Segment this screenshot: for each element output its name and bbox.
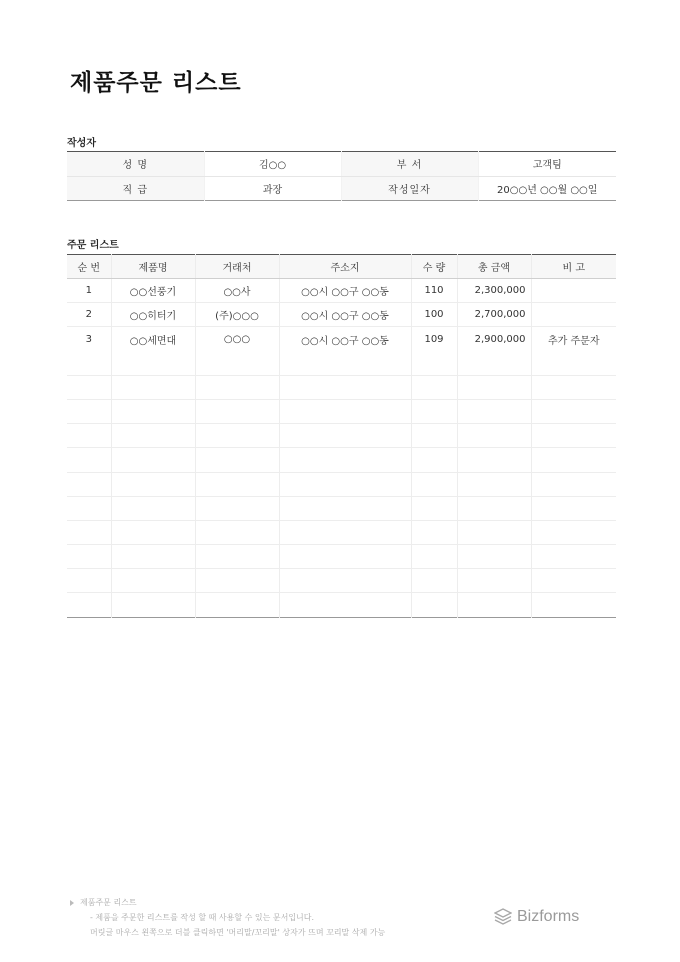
- empty-cell: [195, 472, 279, 496]
- empty-cell: [279, 569, 411, 593]
- empty-cell: [531, 351, 616, 375]
- empty-cell: [457, 351, 531, 375]
- empty-cell: [279, 424, 411, 448]
- table-row: [67, 303, 616, 327]
- empty-cell: [411, 545, 457, 569]
- empty-table-row: [67, 375, 616, 399]
- cell-client: ○○사: [195, 279, 279, 303]
- author-section-label: 작성자: [67, 138, 96, 149]
- date-label: 작성일자: [341, 176, 478, 201]
- empty-cell: [279, 375, 411, 399]
- cell-seq: 1: [67, 279, 111, 303]
- footer-title-line: [70, 895, 385, 910]
- empty-cell: [457, 545, 531, 569]
- cell-address: ○○시 ○○구 ○○동: [279, 327, 411, 351]
- cell-note: [531, 279, 616, 303]
- empty-cell: [195, 448, 279, 472]
- cell-client: ○○○: [195, 327, 279, 351]
- empty-cell: [531, 424, 616, 448]
- empty-cell: [67, 375, 111, 399]
- cell-quantity: 110: [411, 279, 457, 303]
- empty-cell: [457, 472, 531, 496]
- empty-cell: [195, 569, 279, 593]
- empty-cell: [111, 520, 195, 544]
- empty-cell: [195, 496, 279, 520]
- cell-product: ○○선풍기: [111, 279, 195, 303]
- department-value: 고객팀: [478, 152, 616, 177]
- header-client: 거래처: [195, 255, 279, 279]
- author-row: [67, 152, 616, 177]
- footer-line-1: - 제품을 주문한 리스트를 작성 할 때 사용할 수 있는 문서입니다.: [90, 913, 315, 922]
- empty-table-row: [67, 472, 616, 496]
- empty-table-row: [67, 448, 616, 472]
- empty-rows: [67, 351, 616, 617]
- brand-name: Bizforms: [517, 908, 580, 925]
- empty-table-row: [67, 351, 616, 375]
- header-total: 총 금액: [457, 255, 531, 279]
- empty-cell: [457, 424, 531, 448]
- cell-client: (주)○○○: [195, 303, 279, 327]
- empty-cell: [111, 496, 195, 520]
- empty-cell: [111, 569, 195, 593]
- empty-table-row: [67, 569, 616, 593]
- date-value: 20○○년 ○○월 ○○일: [478, 176, 616, 201]
- empty-cell: [279, 545, 411, 569]
- header-address: 주소지: [279, 255, 411, 279]
- empty-cell: [411, 593, 457, 617]
- empty-cell: [531, 375, 616, 399]
- empty-cell: [279, 520, 411, 544]
- empty-cell: [531, 399, 616, 423]
- empty-cell: [457, 569, 531, 593]
- cell-total: 2,900,000: [457, 327, 531, 351]
- name-label: 성 명: [67, 152, 204, 177]
- cell-note: [531, 303, 616, 327]
- empty-cell: [457, 399, 531, 423]
- brand-logo: [494, 908, 579, 926]
- empty-cell: [195, 375, 279, 399]
- empty-cell: [195, 593, 279, 617]
- cell-quantity: 100: [411, 303, 457, 327]
- empty-cell: [67, 399, 111, 423]
- cell-total: 2,300,000: [457, 279, 531, 303]
- empty-cell: [531, 496, 616, 520]
- empty-cell: [457, 520, 531, 544]
- table-row: [67, 327, 616, 351]
- empty-cell: [411, 375, 457, 399]
- empty-cell: [411, 496, 457, 520]
- triangle-bullet-icon: [70, 900, 74, 906]
- empty-cell: [67, 496, 111, 520]
- cell-address: ○○시 ○○구 ○○동: [279, 303, 411, 327]
- footer-note: [70, 895, 385, 940]
- cell-note: 추가 주문자: [531, 327, 616, 351]
- empty-cell: [111, 424, 195, 448]
- empty-cell: [457, 448, 531, 472]
- empty-cell: [195, 351, 279, 375]
- empty-cell: [411, 569, 457, 593]
- empty-cell: [67, 520, 111, 544]
- empty-table-row: [67, 593, 616, 617]
- department-label: 부 서: [341, 152, 478, 177]
- rank-value: 과장: [204, 176, 341, 201]
- cell-product: ○○세면대: [111, 327, 195, 351]
- empty-cell: [67, 448, 111, 472]
- empty-table-row: [67, 520, 616, 544]
- empty-cell: [411, 520, 457, 544]
- empty-cell: [111, 399, 195, 423]
- header-quantity: 수 량: [411, 255, 457, 279]
- empty-cell: [411, 448, 457, 472]
- empty-cell: [111, 472, 195, 496]
- empty-cell: [279, 399, 411, 423]
- empty-table-row: [67, 424, 616, 448]
- order-header-row: [67, 255, 616, 279]
- header-product: 제품명: [111, 255, 195, 279]
- empty-cell: [457, 496, 531, 520]
- empty-cell: [411, 424, 457, 448]
- header-note: 비 고: [531, 255, 616, 279]
- order-section-label: 주문 리스트: [67, 240, 119, 251]
- empty-cell: [195, 399, 279, 423]
- empty-cell: [195, 520, 279, 544]
- author-row: [67, 176, 616, 201]
- empty-cell: [67, 472, 111, 496]
- cell-total: 2,700,000: [457, 303, 531, 327]
- name-value: 김○○: [204, 152, 341, 177]
- footer-title: 제품주문 리스트: [80, 898, 137, 907]
- empty-cell: [195, 545, 279, 569]
- empty-cell: [531, 472, 616, 496]
- empty-cell: [411, 472, 457, 496]
- empty-cell: [279, 496, 411, 520]
- empty-cell: [111, 448, 195, 472]
- empty-cell: [67, 351, 111, 375]
- empty-cell: [411, 399, 457, 423]
- empty-cell: [67, 424, 111, 448]
- page-title: 제품주문 리스트: [70, 70, 242, 96]
- empty-cell: [67, 545, 111, 569]
- empty-cell: [279, 593, 411, 617]
- empty-cell: [111, 545, 195, 569]
- cell-address: ○○시 ○○구 ○○동: [279, 279, 411, 303]
- empty-cell: [195, 424, 279, 448]
- empty-cell: [279, 448, 411, 472]
- cell-quantity: 109: [411, 327, 457, 351]
- cell-seq: 3: [85, 333, 92, 345]
- author-info-table: [67, 151, 616, 201]
- empty-cell: [111, 375, 195, 399]
- order-list-table: [67, 254, 616, 618]
- empty-cell: [111, 351, 195, 375]
- header-seq: 순 번: [67, 255, 111, 279]
- empty-cell: [531, 448, 616, 472]
- empty-cell: [531, 593, 616, 617]
- bizforms-logo-icon: [494, 908, 512, 926]
- empty-cell: [67, 593, 111, 617]
- footer-line-2: 머릿글 마우스 왼쪽으로 더블 클릭하면 '머리말/꼬리말' 상자가 뜨며 꼬리말 삭제 가능: [90, 928, 386, 937]
- empty-table-row: [67, 545, 616, 569]
- empty-cell: [279, 351, 411, 375]
- empty-table-row: [67, 496, 616, 520]
- empty-table-row: [67, 399, 616, 423]
- empty-cell: [411, 351, 457, 375]
- empty-cell: [67, 569, 111, 593]
- cell-product: ○○히터기: [111, 303, 195, 327]
- empty-cell: [279, 472, 411, 496]
- empty-cell: [457, 593, 531, 617]
- rank-label: 직 급: [67, 176, 204, 201]
- empty-cell: [531, 569, 616, 593]
- empty-cell: [531, 520, 616, 544]
- cell-seq: 2: [67, 303, 111, 327]
- empty-cell: [457, 375, 531, 399]
- table-row: [67, 279, 616, 303]
- empty-cell: [111, 593, 195, 617]
- empty-cell: [531, 545, 616, 569]
